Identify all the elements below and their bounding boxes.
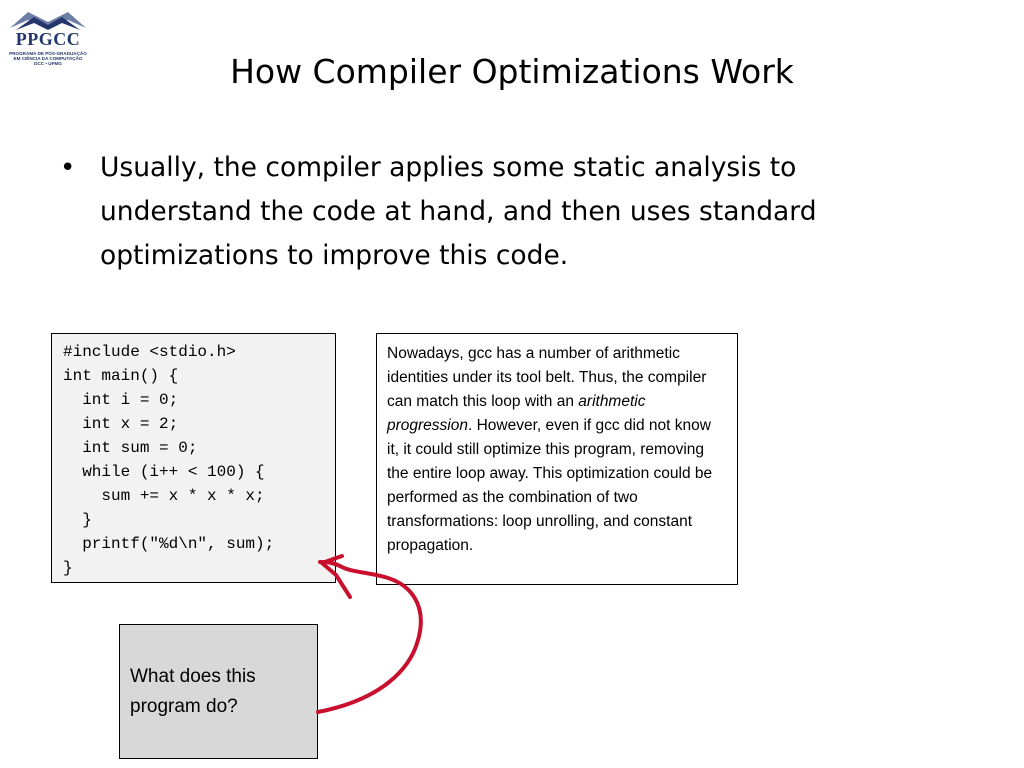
- logo-line-2: EM CIÊNCIA DA COMPUTAÇÃO: [13, 56, 83, 61]
- question-text: What does this program do?: [130, 666, 256, 717]
- code-line: int x = 2;: [63, 415, 179, 433]
- explanation-note: [376, 333, 738, 585]
- code-line: while (i++ < 100) {: [63, 463, 265, 481]
- logo-line-3: DCC • UFMG: [34, 61, 62, 66]
- code-line: }: [63, 559, 73, 577]
- note-text-start: Nowadays, gcc has a number of arithmetic identities under its tool belt. Thus, the compiler can match this loop with an: [387, 345, 707, 410]
- code-box: [51, 333, 336, 583]
- note-emphasis: arithmetic progression: [387, 393, 646, 434]
- bullet-item: [60, 146, 930, 278]
- bullet-marker: •: [60, 153, 76, 183]
- question-box: [119, 624, 318, 759]
- logo-name: PPGCC: [15, 29, 81, 49]
- code-line: int sum = 0;: [63, 439, 198, 457]
- code-line: int main() {: [63, 367, 179, 385]
- bullet-list: [60, 146, 930, 278]
- code-line: #include <stdio.h>: [63, 343, 236, 361]
- code-line: sum += x * x * x;: [63, 487, 265, 505]
- logo-line-1: PROGRAMA DE PÓS-GRADUAÇÃO: [9, 51, 87, 56]
- note-text-end: . However, even if gcc did not know it, it could still optimize this program, removing the entire loop away. This optimization could be performed as the combination of two transformations: loop unrolling, and constant propagation.: [387, 417, 713, 554]
- code-line: printf("%d\n", sum);: [63, 535, 275, 553]
- code-line: int i = 0;: [63, 391, 179, 409]
- code-listing: [63, 340, 335, 580]
- code-line: }: [63, 511, 92, 529]
- slide-title: How Compiler Optimizations Work: [230, 52, 794, 91]
- bullet-text: Usually, the compiler applies some static analysis to understand the code at hand, and then uses standard optimizations to improve this code.: [100, 152, 817, 271]
